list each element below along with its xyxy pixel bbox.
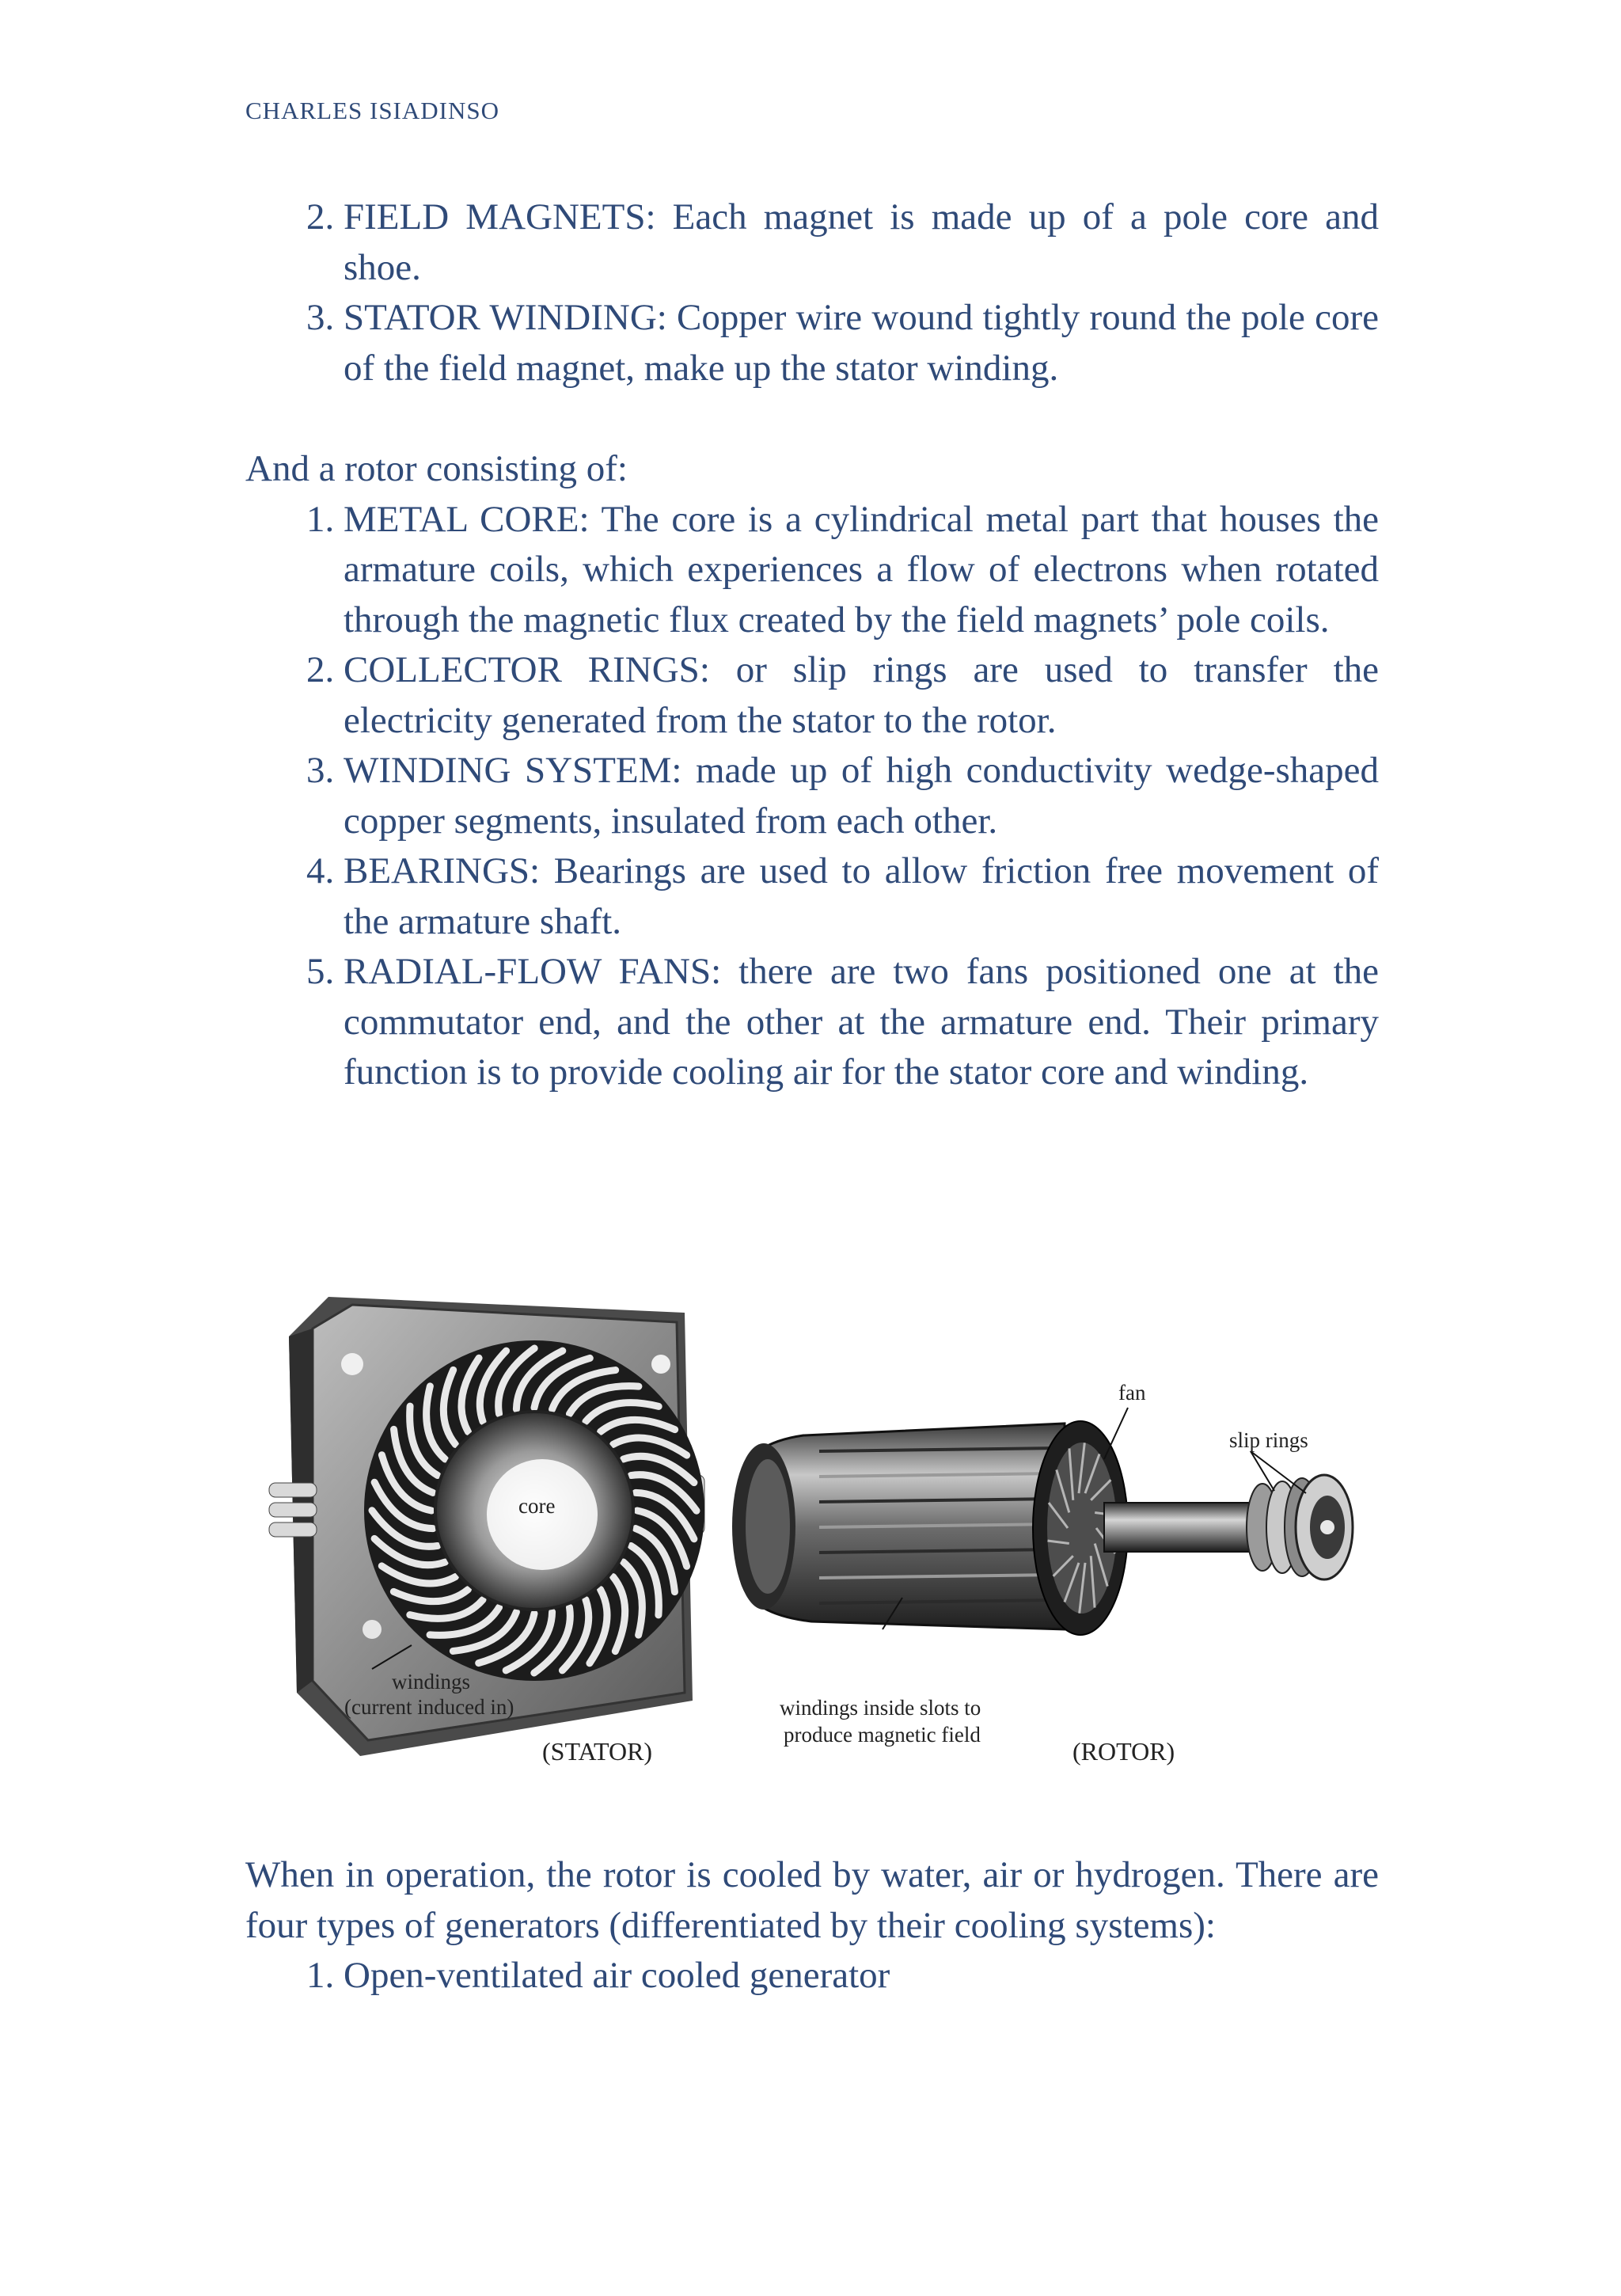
list-item: 2. FIELD MAGNETS: Each magnet is made up of a pole core and shoe. — [344, 192, 1379, 293]
list-item: 4. BEARINGS: Bearings are used to allow friction free movement of the armature shaft. — [344, 846, 1379, 947]
list-item: 1. METAL CORE: The core is a cylindrical metal part that houses the armature coils, which experiences a flow of electrons when rotated through the magnetic flux created by the field magnets’ pole coils. — [344, 495, 1379, 646]
label-stator: (STATOR) — [542, 1737, 653, 1766]
rotor-intro: And a rotor consisting of: — [245, 448, 628, 489]
main-content — [245, 192, 1379, 1098]
generator-figure — [265, 1281, 1381, 1780]
slip-rings-assembly — [1247, 1475, 1353, 1579]
label-rotor: (ROTOR) — [1072, 1737, 1175, 1766]
label-slip-rings: slip rings — [1229, 1428, 1308, 1452]
label-rotor-windings-line1: windings inside slots to — [780, 1696, 981, 1720]
list-item: 3. WINDING SYSTEM: made up of high conductivity wedge-shaped copper segments, insulated from each other. — [344, 746, 1379, 846]
running-header-author: CHARLES ISIADINSO — [245, 97, 499, 124]
label-fan: fan — [1118, 1381, 1146, 1405]
generator-types-list — [245, 1951, 1379, 2001]
list-item: 3. STATOR WINDING: Copper wire wound tightly round the pole core of the field magnet, make up the stator winding. — [344, 293, 1379, 393]
label-current-induced: (current induced in) — [344, 1695, 514, 1719]
stator-body — [269, 1297, 704, 1756]
label-windings: windings — [392, 1670, 471, 1693]
rotor-components-list — [245, 495, 1379, 1098]
list-item: 2. COLLECTOR RINGS: or slip rings are used to transfer the electricity generated from the stator to the rotor. — [344, 645, 1379, 746]
label-rotor-windings-line2: produce magnetic field — [784, 1723, 981, 1747]
operation-section — [245, 1850, 1379, 2001]
operation-paragraph: When in operation, the rotor is cooled by water, air or hydrogen. There are four types of generators (differentiated by their cooling systems): — [245, 1854, 1379, 1946]
stator-components-list — [245, 192, 1379, 393]
list-item: 1. Open-ventilated air cooled generator — [344, 1951, 1379, 2001]
rotor-body — [732, 1421, 1353, 1635]
list-item: 5. RADIAL-FLOW FANS: there are two fans positioned one at the commutator end, and the other at the armature end. Their primary function is to provide cooling air for the stator core and winding. — [344, 947, 1379, 1098]
stator-rotor-illustration — [265, 1281, 1381, 1780]
label-core: core — [518, 1494, 556, 1518]
